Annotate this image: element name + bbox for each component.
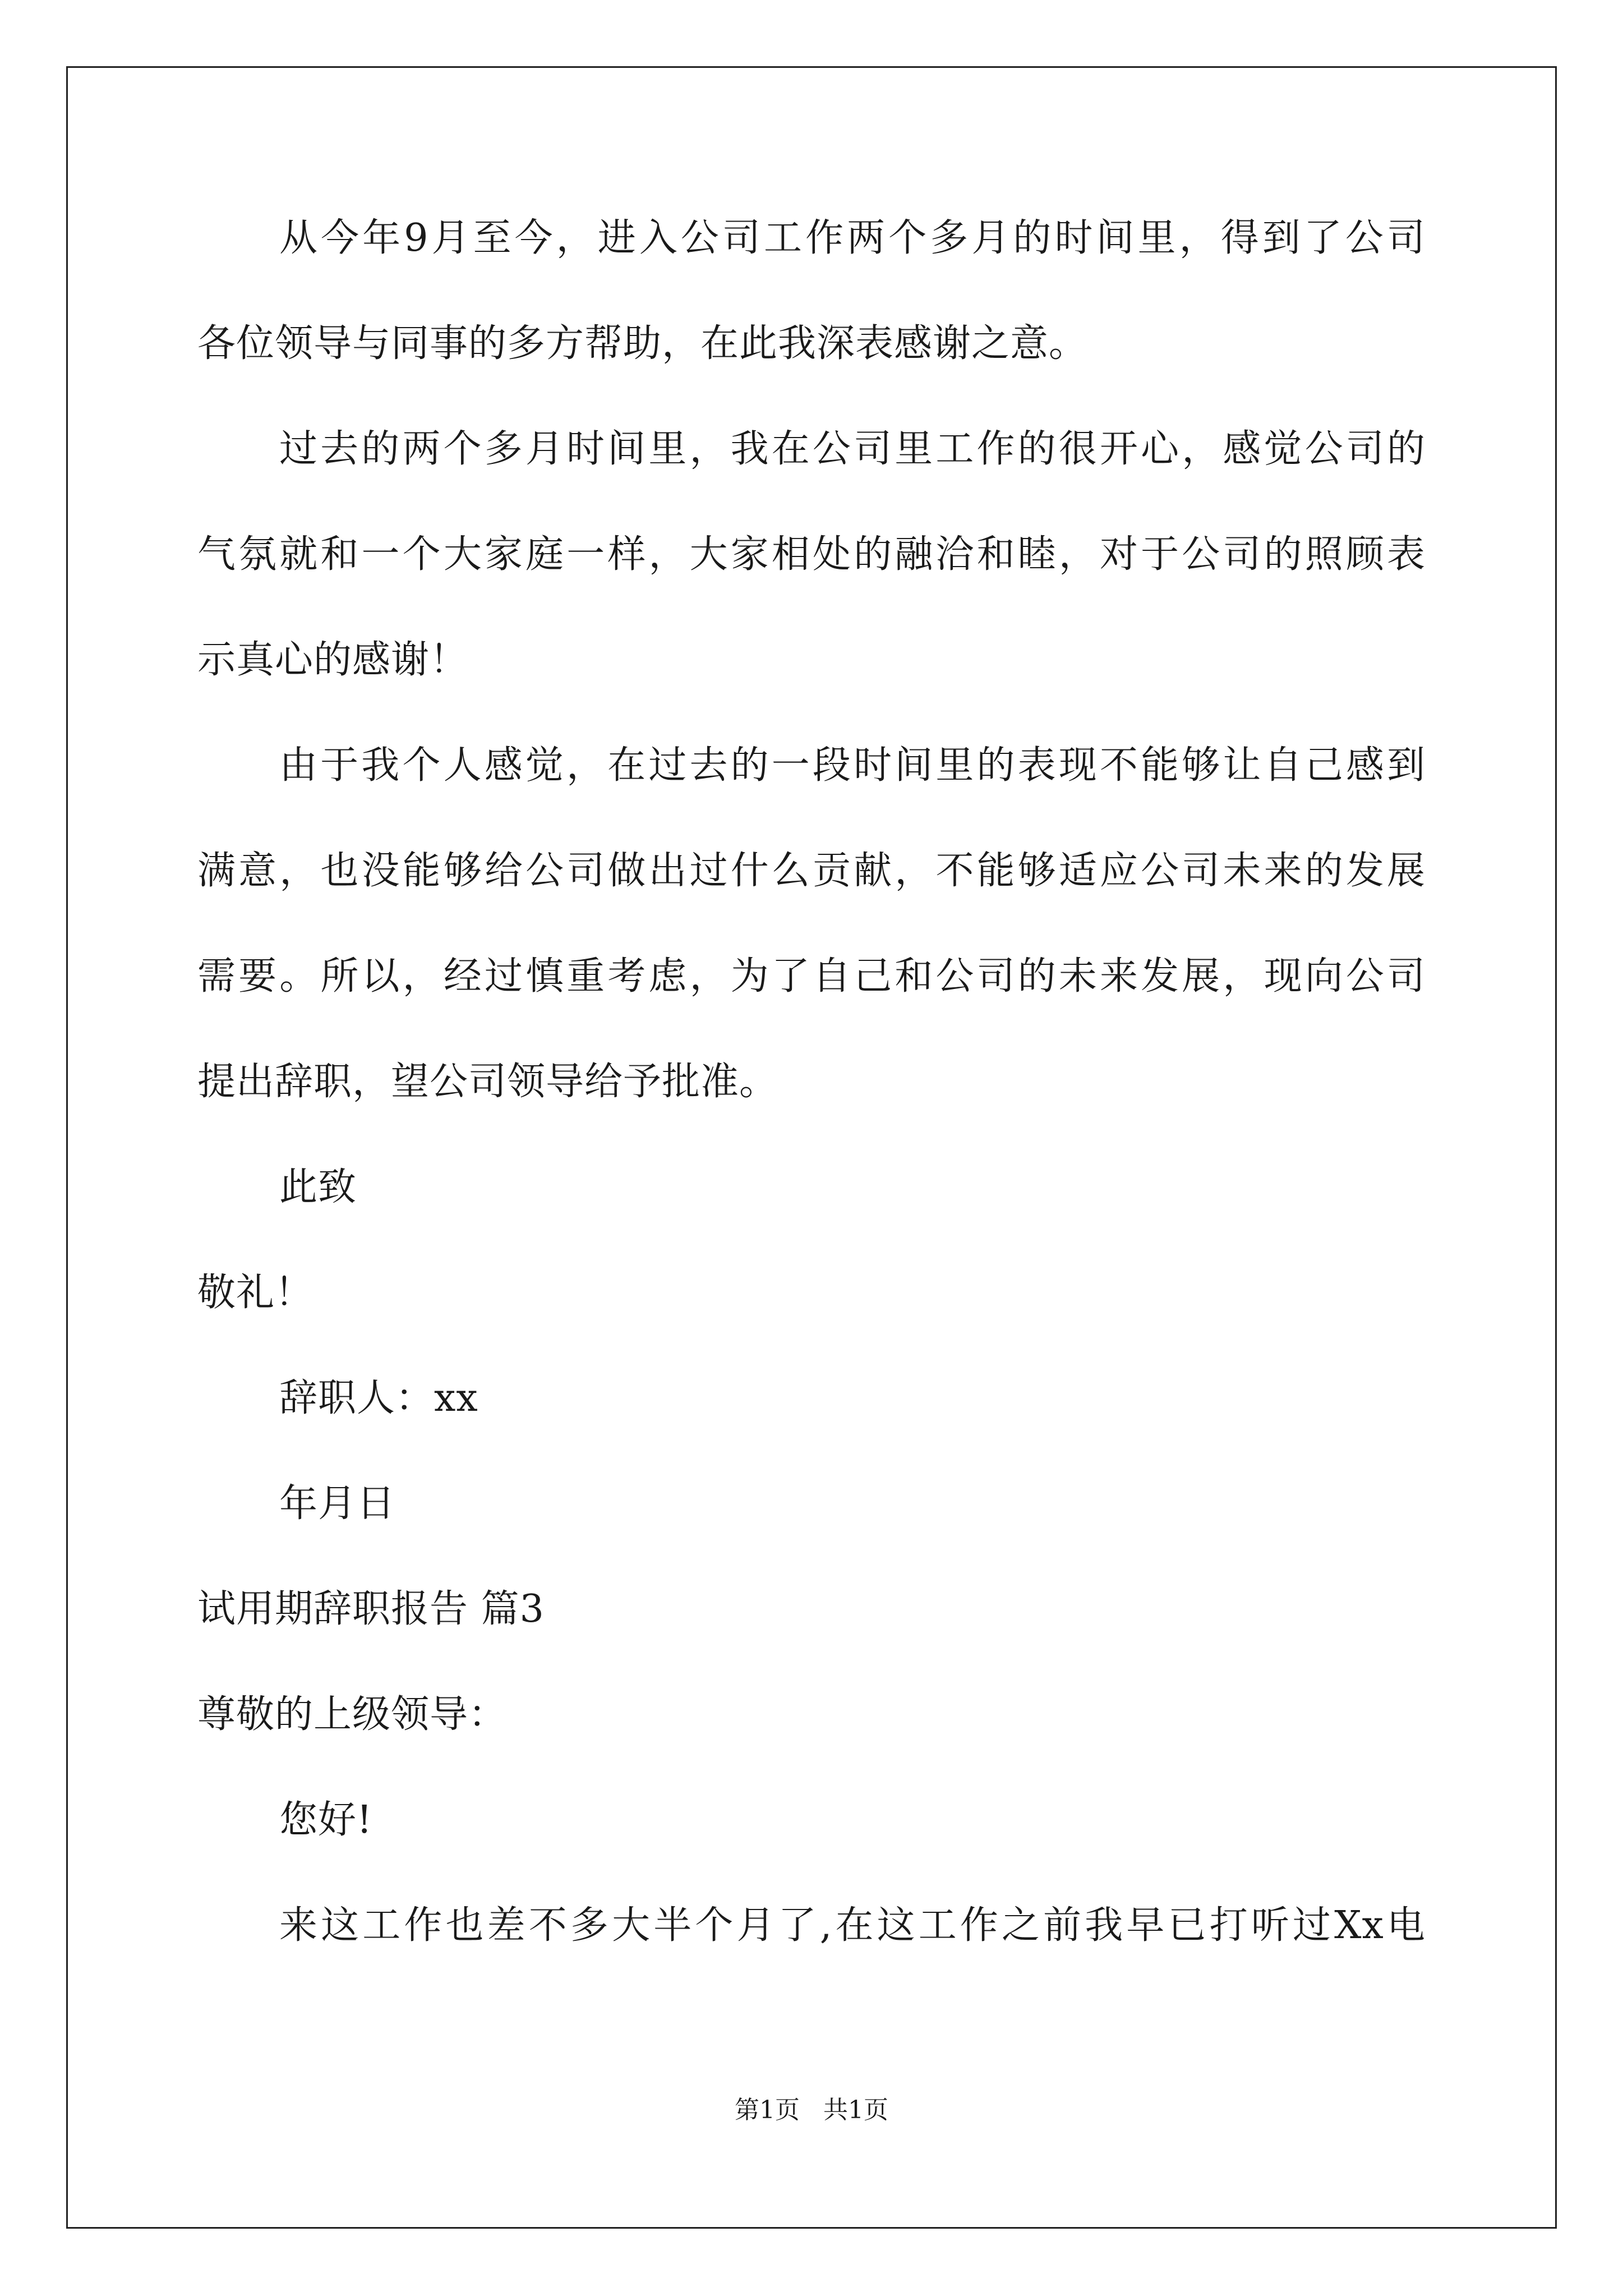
paragraph-line: 示真心的感谢！ <box>197 638 469 682</box>
date-line: 年月日 <box>279 1481 396 1526</box>
section-title: 试用期辞职报告 篇3 <box>197 1587 545 1631</box>
page-number: 第1页 共1页 <box>735 2096 888 2124</box>
greeting-line: 您好! <box>279 1798 373 1842</box>
paragraph-line: 来这工作也差不多大半个月了,在这工作之前我早已打听过Xx电 <box>279 1903 1426 1948</box>
closing-line: 此致 <box>279 1165 357 1209</box>
paragraph-line: 满意，也没能够给公司做出过什么贡献，不能够适应公司未来的发展 <box>197 849 1426 893</box>
paragraph-line: 从今年9月至今，进入公司工作两个多月的时间里，得到了公司 <box>279 216 1426 260</box>
paragraph-line: 气氛就和一个大家庭一样，大家相处的融洽和睦，对于公司的照顾表 <box>197 532 1426 577</box>
signature-line: 辞职人：xx <box>279 1376 478 1420</box>
paragraph-line: 过去的两个多月时间里，我在公司里工作的很开心，感觉公司的 <box>279 427 1426 471</box>
salutation-line: 敬礼！ <box>197 1271 314 1315</box>
paragraph-line: 各位领导与同事的多方帮助，在此我深表感谢之意。 <box>197 321 1088 366</box>
addressee-line: 尊敬的上级领导： <box>197 1692 508 1737</box>
paragraph-line: 提出辞职，望公司领导给予批准。 <box>197 1060 778 1104</box>
paragraph-line: 需要。所以，经过慎重考虑，为了自己和公司的未来发展，现向公司 <box>197 954 1426 999</box>
paragraph-line: 由于我个人感觉，在过去的一段时间里的表现不能够让自己感到 <box>279 743 1426 788</box>
